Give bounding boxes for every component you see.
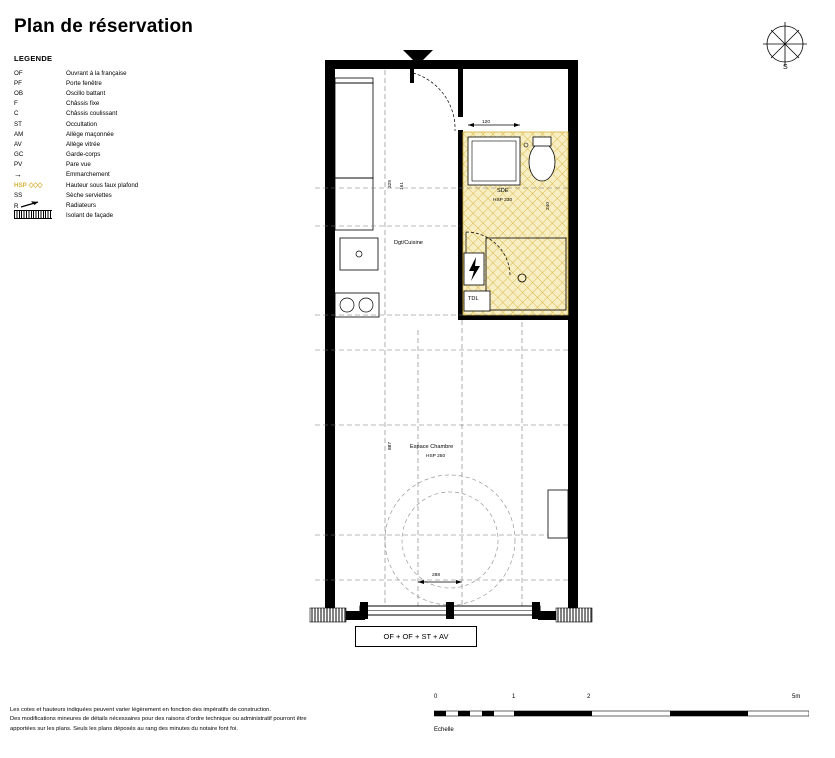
legend-item [14,78,229,88]
legend-item [14,119,229,129]
legend-item [14,211,229,221]
room-label-kitchen: Dgt/Cuisine [394,240,423,246]
scale-tick-1: 1 [512,694,516,700]
legend-item-desc: Oscillo battant [66,89,106,97]
legend-heading: LEGENDE [14,54,53,63]
legend-item-abbr: PF [14,79,22,87]
legend-item [14,99,229,109]
legend-item-abbr: AV [14,140,22,148]
legend [14,54,229,221]
scale-tick-labels [434,694,809,705]
legend-item [14,68,229,78]
legend-item-desc: Garde-corps [66,151,101,159]
legend-item-abbr: OF [14,69,23,77]
scale-tick-5m: 5m [792,694,801,700]
dimension-240: 240 [546,201,551,210]
dimension-325: 325 [388,179,393,188]
disclaimer-line-3: apportées sur les plans. Seuls les plans déposés au rang des minutes du notaire font foi. [10,725,238,732]
legend-item-desc: Emmarchement [66,171,110,179]
opening-label-box [355,626,477,647]
legend-item-abbr: R [14,203,19,211]
scale-label: Echelle [434,727,454,733]
legend-item-abbr: HSP [14,182,27,190]
dimension-161: 161 [400,181,405,190]
legend-item-desc: Allège maçonnée [66,130,114,138]
legend-item-desc: Radiateurs [66,202,96,210]
scale-tick-2: 2 [587,694,591,700]
legend-item-abbr: C [14,110,19,118]
legend-item [14,190,229,200]
room-hsp-bathroom: HSP 230 [493,198,513,203]
legend-item [14,200,229,210]
legend-item-abbr: ST [14,120,22,128]
legend-item-abbr: PV [14,161,23,169]
arrow-icon: → [14,169,22,179]
legend-item-desc: Sèche serviettes [66,191,112,199]
room-hsp-bedroom: HSP 250 [426,454,446,459]
compass [757,18,813,80]
legend-item-abbr: SS [14,191,23,199]
legend-item-desc: Ouvrant à la française [66,69,127,77]
disclaimer-line-1: Les cotes et hauteurs indiquées peuvent varier légèrement en fonction des impératifs de construction. [10,707,272,713]
room-label-bedroom: Espace Chambre [410,444,454,450]
dimension-120: 120 [482,120,491,125]
room-label-bathroom: SDE [497,188,509,194]
legend-item-desc: Occultation [66,120,97,128]
hatch-icon: ◇◇◇ [28,182,42,190]
legend-item-desc: Porte fenêtre [66,79,102,87]
legend-item [14,139,229,149]
legend-item [14,129,229,139]
label-tdl: TDL [468,296,479,302]
legend-item [14,180,229,190]
legend-item-desc: Isolant de façade [66,212,114,220]
dimension-288: 288 [432,573,441,578]
page-title: Plan de réservation [14,16,194,37]
dimension-887: 887 [388,441,393,450]
compass-south-label: S [783,64,788,71]
legend-item [14,170,229,180]
radiator-icon [20,201,46,208]
scale-bar-graphic [434,710,809,718]
legend-item-desc: Pare vue [66,161,91,169]
legend-item [14,160,229,170]
legend-item [14,150,229,160]
disclaimer [10,706,410,734]
legend-item-desc: Hauteur sous faux plafond [66,181,139,189]
legend-item-desc: Châssis coulissant [66,110,118,118]
insulation-icon [14,210,52,219]
scale-bar [434,694,809,733]
legend-item-abbr: GC [14,151,24,159]
legend-item-abbr: AM [14,130,24,138]
legend-item [14,109,229,119]
opening-label-text: OF + OF + ST + AV [383,632,449,641]
floor-plan-drawing [290,10,610,660]
legend-item-desc: Allège vitrée [66,140,101,148]
scale-tick-0: 0 [434,694,438,700]
legend-item-desc: Châssis fixe [66,100,100,108]
disclaimer-line-2: Des modifications mineures de détails nécessaires pour des raisons d'ordre technique ou administratif pourront être [10,716,307,723]
legend-item [14,88,229,98]
legend-item-abbr: F [14,100,18,108]
legend-item-abbr: OB [14,89,23,97]
